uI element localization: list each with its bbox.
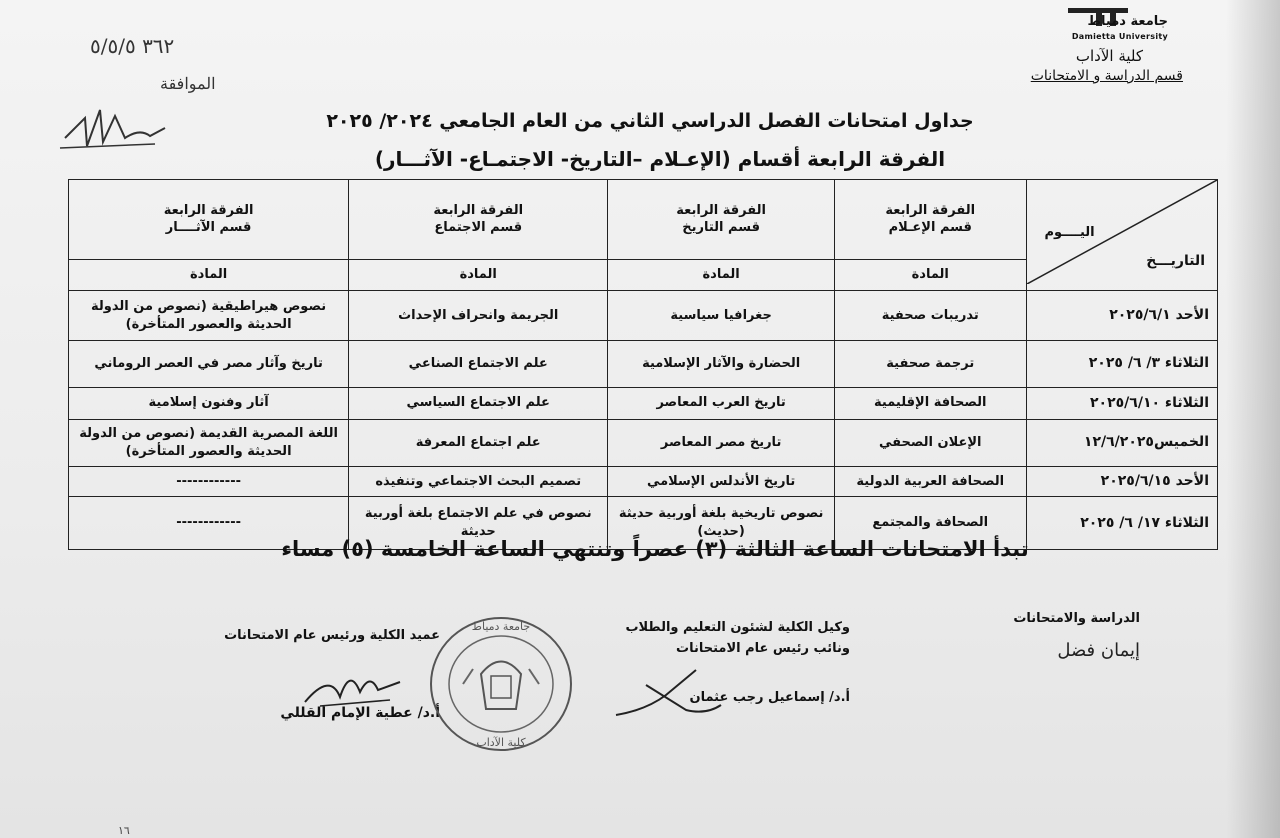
vice-dean-name: أ.د/ إسماعيل رجب عثمان bbox=[689, 690, 850, 705]
subject-cell: تاريخ وآثار مصر في العصر الروماني bbox=[69, 341, 349, 388]
exams-office-title: الدراسة والامتحانات bbox=[1013, 611, 1140, 626]
exam-date: الثلاثاء ٣/ ٦/ ٢٠٢٥ bbox=[1026, 341, 1218, 388]
corner-day-label: اليــــوم bbox=[1044, 225, 1095, 240]
subject-cell: الصحافة العربية الدولية bbox=[835, 467, 1027, 497]
schedule-subtitle: الفرقة الرابعة أقسام (الإعـلام –التاريخ- الاجتمـاع- الآثـــار) bbox=[374, 147, 946, 171]
dean-title: عميد الكلية ورئيس عام الامتحانات bbox=[224, 628, 440, 643]
dean-name: أ.د/ عطية الإمام القللي bbox=[280, 705, 440, 721]
column-header: الفرقة الرابعة قسم الإعـلام bbox=[835, 180, 1027, 260]
handwritten-signature-scribble bbox=[55, 98, 175, 158]
subject-cell: آثار وفنون إسلامية bbox=[69, 387, 349, 419]
corner-date-label: التاريـــخ bbox=[1146, 253, 1205, 269]
subject-cell: ترجمة صحفية bbox=[835, 341, 1027, 388]
schedule-title: جداول امتحانات الفصل الدراسي الثاني من العام الجامعي ٢٠٢٤/ ٢٠٢٥ bbox=[326, 110, 974, 132]
subject-header: المادة bbox=[835, 259, 1027, 291]
vice-dean-handwritten-signature bbox=[606, 655, 726, 725]
university-name-ar: جامعة دمياط bbox=[1087, 14, 1168, 29]
subject-cell: علم الاجتماع السياسي bbox=[349, 387, 608, 419]
subject-cell: نصوص تاريخية بلغة أوربية حديثة (حديث) bbox=[608, 496, 835, 549]
subject-cell: تصميم البحث الاجتماعي وتنفيذه bbox=[349, 467, 608, 497]
column-header: الفرقة الرابعة قسم الاجتماع bbox=[349, 180, 608, 260]
subject-cell: الصحافة الإقليمية bbox=[835, 387, 1027, 419]
department-name: قسم الدراسة و الامتحانات bbox=[1030, 68, 1183, 84]
subject-cell: تاريخ العرب المعاصر bbox=[608, 387, 835, 419]
subject-cell: ------------ bbox=[69, 467, 349, 497]
vice-dean-title-1: وكيل الكلية لشئون التعليم والطلاب bbox=[625, 620, 850, 635]
exams-office-signature-block bbox=[960, 611, 1140, 661]
vice-dean-title-2: ونائب رئيس عام الامتحانات bbox=[676, 641, 850, 656]
page-shadow bbox=[1226, 0, 1280, 838]
handwritten-reference: ٣٦٢ ٥/٥/٥ bbox=[90, 34, 175, 58]
faculty-seal-icon bbox=[428, 614, 574, 754]
table-row bbox=[69, 419, 1218, 467]
table-header-row bbox=[69, 180, 1218, 260]
subject-cell: تدريبات صحفية bbox=[835, 291, 1027, 341]
subject-cell: علم اجتماع المعرفة bbox=[349, 419, 608, 467]
exam-time-note: تبدأ الامتحانات الساعة الثالثة (٣) عصراً وتنتهي الساعة الخامسة (٥) مساء bbox=[281, 537, 1029, 561]
handwritten-approval: الموافقة bbox=[160, 74, 216, 93]
exam-date: الخميس١٢/٦/٢٠٢٥ bbox=[1026, 419, 1218, 467]
table-row bbox=[69, 291, 1218, 341]
exam-date: الثلاثاء ٢٠٢٥/٦/١٠ bbox=[1026, 387, 1218, 419]
table-row bbox=[69, 341, 1218, 388]
exam-date: الثلاثاء ١٧/ ٦/ ٢٠٢٥ bbox=[1026, 496, 1218, 549]
subject-cell: اللغة المصرية القديمة (نصوص من الدولة الحديثة والعصور المتأخرة) bbox=[69, 419, 349, 467]
corner-cell bbox=[1026, 180, 1218, 291]
dean-handwritten-signature bbox=[300, 662, 410, 712]
seal-top-text: جامعة دمياط bbox=[471, 620, 531, 633]
subject-cell: تاريخ مصر المعاصر bbox=[608, 419, 835, 467]
exam-date: الأحد ٢٠٢٥/٦/١ bbox=[1026, 291, 1218, 341]
subject-cell: نصوص في علم الاجتماع بلغة أوربية حديثة bbox=[349, 496, 608, 549]
subject-cell: تاريخ الأندلس الإسلامي bbox=[608, 467, 835, 497]
subject-cell: الصحافة والمجتمع bbox=[835, 496, 1027, 549]
table-row bbox=[69, 387, 1218, 419]
subject-cell: علم الاجتماع الصناعي bbox=[349, 341, 608, 388]
subject-header: المادة bbox=[69, 259, 349, 291]
page-number: ١٦ bbox=[118, 824, 130, 837]
column-header: الفرقة الرابعة قسم الآثــــار bbox=[69, 180, 349, 260]
exam-date: الأحد ٢٠٢٥/٦/١٥ bbox=[1026, 467, 1218, 497]
subject-cell: الجريمة وانحراف الإحداث bbox=[349, 291, 608, 341]
subject-header: المادة bbox=[349, 259, 608, 291]
column-header: الفرقة الرابعة قسم التاريخ bbox=[608, 180, 835, 260]
subject-cell: الحضارة والآثار الإسلامية bbox=[608, 341, 835, 388]
faculty-name: كلية الآداب bbox=[1075, 47, 1143, 65]
subject-cell: ------------ bbox=[69, 496, 349, 549]
subject-header: المادة bbox=[608, 259, 835, 291]
exams-office-handwritten-name: إيمان فضل bbox=[1057, 640, 1140, 661]
exam-schedule-table bbox=[68, 179, 1218, 550]
subject-cell: الإعلان الصحفي bbox=[835, 419, 1027, 467]
subject-cell: جغرافيا سياسية bbox=[608, 291, 835, 341]
university-name-en: Damietta University bbox=[1071, 32, 1168, 41]
subject-cell: نصوص هيراطيقية (نصوص من الدولة الحديثة والعصور المتأخرة) bbox=[69, 291, 349, 341]
table-row bbox=[69, 467, 1218, 497]
seal-bottom-text: كلية الآداب bbox=[476, 736, 526, 749]
